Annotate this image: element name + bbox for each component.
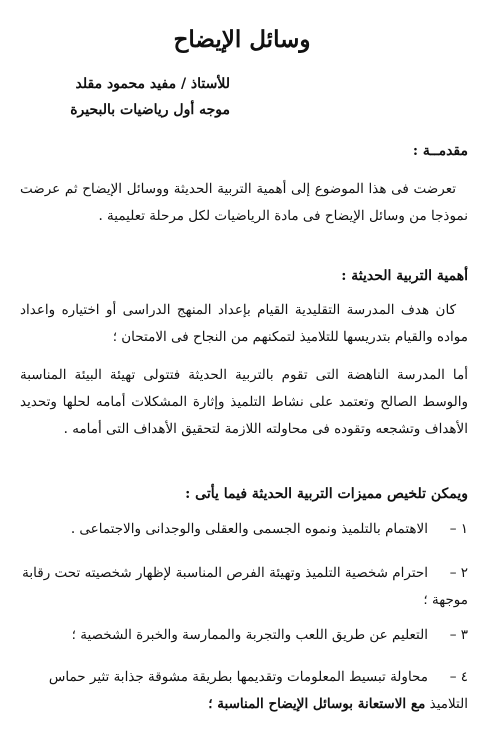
- list-item-number: ٣ –: [449, 627, 468, 643]
- features-heading: ويمكن تلخيص مميزات التربية الحديثة فيما يأتى :: [185, 486, 468, 502]
- list-item-text: الاهتمام بالتلميذ ونموه الجسمى والعقلى والوجدانى والاجتماعى .: [70, 521, 428, 537]
- importance-paragraph-2: [20, 362, 468, 443]
- list-item: [20, 622, 468, 649]
- list-item-text: محاولة تبسيط المعلومات وتقديمها بطريقة مشوقة جذابة تثير حماس التلاميذ: [48, 669, 468, 712]
- importance-text-2: أما المدرسة الناهضة التى تقوم بالتربية الحديثة فتتولى تهيئة البيئة المناسبة والوسط الصالح وتعتمد على نشاط التلميذ وإثارة المشكلات أمامه لحلها وتحديد الأهداف وتشجعه وتقوده فى محاولته اللازمة لتحقيق الأهداف التى أمامه .: [20, 367, 468, 437]
- intro-heading: مقدمــة :: [412, 143, 468, 159]
- list-item-number: ١ –: [449, 521, 468, 537]
- importance-heading: أهمية التربية الحديثة :: [341, 268, 468, 284]
- importance-text-1: كان هدف المدرسة التقليدية القيام بإعداد المنهج الدراسى أو اختياره واعداد مواده والقيام بتدريسها للتلاميذ لتمكنهم من النجاح فى الامتحان ؛: [20, 302, 468, 345]
- author-name: للأستاذ / مفيد محمود مقلد: [75, 76, 230, 92]
- importance-paragraph-1: [20, 297, 468, 351]
- list-item-text: احترام شخصية التلميذ وتهيئة الفرص المناسبة لإظهار شخصيته تحت رقابة موجهة ؛: [22, 565, 468, 608]
- list-item-text: التعليم عن طريق اللعب والتجربة والممارسة والخبرة الشخصية ؛: [71, 627, 428, 643]
- intro-text: تعرضت فى هذا الموضوع إلى أهمية التربية الحديثة ووسائل الإيضاح ثم عرضت نموذجا من وسائل الإيضاح فى مادة الرياضيات لكل مرحلة تعليمية .: [20, 181, 468, 224]
- author-role: موجه أول رياضيات بالبحيرة: [70, 102, 230, 118]
- list-item: [20, 664, 468, 718]
- list-item-bold-text: مع الاستعانة بوسائل الإيضاح المناسبة ؛: [208, 696, 426, 712]
- list-item-number: ٢ –: [449, 565, 468, 581]
- intro-paragraph: [20, 176, 468, 230]
- list-item-number: ٤ –: [449, 669, 468, 685]
- list-item: [20, 560, 468, 614]
- article-title: وسائل الإيضاح: [173, 26, 311, 53]
- list-item: [20, 516, 468, 543]
